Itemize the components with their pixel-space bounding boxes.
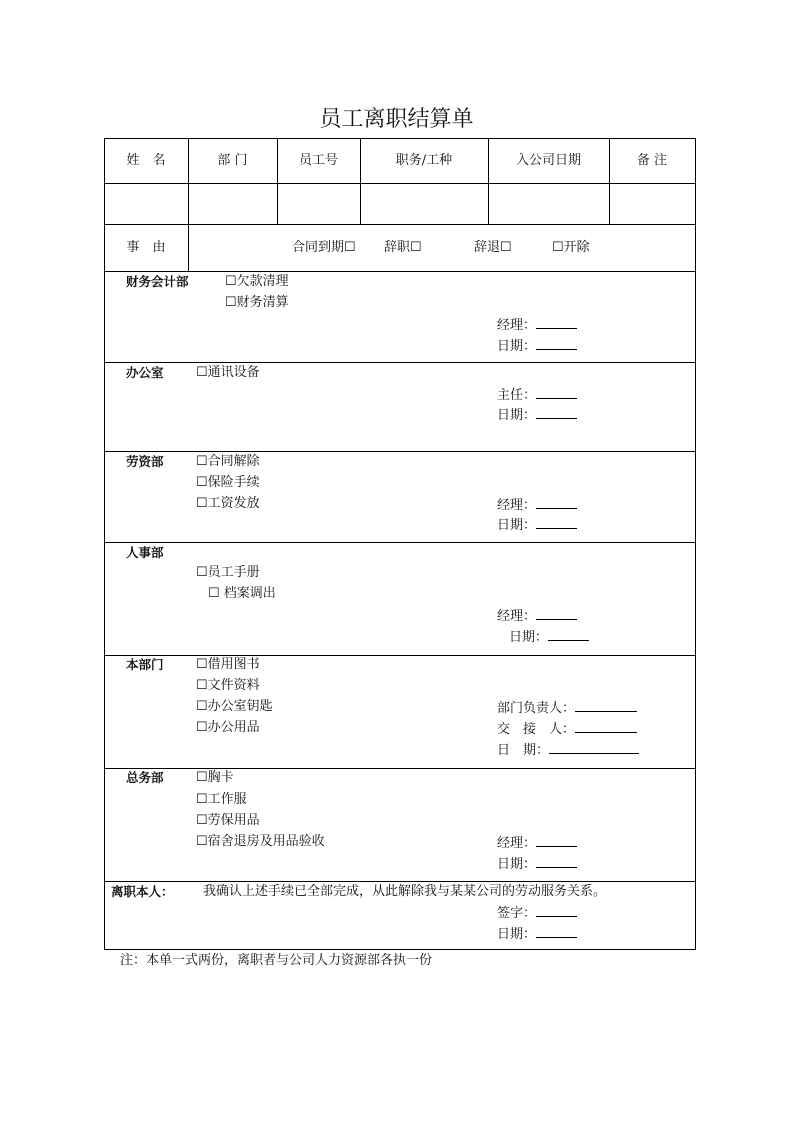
reason-label: 事 由 [126, 240, 166, 255]
signature-manager: 经理： [497, 316, 577, 334]
signature-line[interactable] [536, 855, 577, 868]
checkbox-item[interactable]: ☐合同解除 [196, 454, 260, 469]
col-divider [609, 138, 610, 224]
signature-line[interactable] [536, 607, 577, 620]
signature-date: 日期： [509, 628, 589, 646]
signature-director: 主任： [497, 386, 577, 404]
row-divider [104, 362, 696, 363]
row-divider [104, 768, 696, 769]
checkbox-item[interactable]: ☐宿舍退房及用品验收 [196, 834, 325, 849]
checkbox-item[interactable]: ☐办公室钥匙 [196, 699, 273, 714]
checkbox-item[interactable]: ☐胸卡 [196, 770, 234, 785]
row-divider [104, 451, 696, 452]
row-divider [104, 542, 696, 543]
hr-label: 人事部 [126, 545, 164, 560]
signature-manager: 经理： [497, 496, 577, 514]
signature-date: 日期： [497, 925, 577, 943]
row-divider [104, 655, 696, 656]
checkbox-item[interactable]: ☐欠款清理 [225, 274, 289, 289]
signature-date: 日期： [497, 406, 577, 424]
signature-date: 日期： [497, 855, 577, 873]
signature-date: 日期： [497, 516, 577, 534]
row-divider [104, 183, 696, 184]
checkbox-item[interactable]: ☐财务清算 [225, 295, 289, 310]
reason-resign[interactable]: 辞职☐ [384, 240, 422, 255]
signature-line[interactable] [536, 386, 577, 399]
reason-dismissed[interactable]: 辞退☐ [474, 240, 512, 255]
header-position: 职务/工种 [395, 153, 453, 168]
signature-line[interactable] [536, 904, 577, 917]
checkbox-item[interactable]: ☐文件资料 [196, 678, 260, 693]
signature-line[interactable] [549, 741, 639, 754]
row-divider [104, 881, 696, 882]
row-divider [104, 224, 696, 225]
checkbox-item[interactable]: ☐劳保用品 [196, 813, 260, 828]
checkbox-item[interactable]: ☐员工手册 [196, 565, 260, 580]
checkbox-item[interactable]: ☐工作服 [196, 792, 247, 807]
signature-line[interactable] [536, 496, 577, 509]
signature-manager: 经理： [497, 607, 577, 625]
employee-statement: 我确认上述手续已全部完成，从此解除我与某某公司的劳动服务关系。 [203, 884, 607, 899]
header-join-date: 入公司日期 [515, 153, 581, 168]
signature-dept-head: 部门负责人： [497, 699, 637, 717]
col-divider [360, 138, 361, 224]
header-remarks: 备 注 [636, 153, 668, 168]
checkbox-item[interactable]: ☐工资发放 [196, 496, 260, 511]
row-divider [104, 271, 696, 272]
employee-label: 离职本人： [111, 884, 174, 899]
reason-fired[interactable]: ☐开除 [552, 240, 590, 255]
checkbox-item[interactable]: ☐办公用品 [196, 720, 260, 735]
checkbox-item[interactable]: ☐ 档案调出 [208, 586, 276, 601]
signature-handover: 交 接 人： [497, 720, 637, 738]
signature-line[interactable] [536, 406, 577, 419]
checkbox-item[interactable]: ☐保险手续 [196, 475, 260, 490]
page-title: 员工离职结算单 [319, 107, 474, 132]
table-border [104, 138, 696, 139]
signature-line[interactable] [575, 720, 637, 733]
signature-line[interactable] [536, 834, 577, 847]
office-label: 办公室 [126, 365, 164, 380]
signature-line[interactable] [536, 316, 577, 329]
signature-date: 日期： [497, 337, 577, 355]
checkbox-item[interactable]: ☐通讯设备 [196, 365, 260, 380]
table-border [104, 138, 105, 950]
header-employee-id: 员工号 [298, 153, 338, 168]
table-border [695, 138, 696, 950]
signature-manager: 经理： [497, 834, 577, 852]
table-border [104, 949, 696, 950]
signature-line[interactable] [548, 628, 589, 641]
footnote: 注：本单一式两份，离职者与公司人力资源部各执一份 [120, 953, 433, 968]
signature-line[interactable] [536, 337, 577, 350]
own-dept-label: 本部门 [126, 657, 164, 672]
signature-line[interactable] [536, 516, 577, 529]
finance-label: 财务会计部 [126, 274, 189, 289]
signature-employee: 签字： [497, 904, 577, 922]
signature-line[interactable] [575, 699, 637, 712]
col-divider [277, 138, 278, 224]
reason-contract-expiry[interactable]: 合同到期☐ [292, 240, 356, 255]
general-affairs-label: 总务部 [126, 770, 164, 785]
checkbox-item[interactable]: ☐借用图书 [196, 657, 260, 672]
header-name: 姓 名 [126, 153, 166, 168]
header-department: 部 门 [217, 153, 248, 168]
signature-date: 日 期： [497, 741, 639, 759]
labor-label: 劳资部 [126, 454, 164, 469]
signature-line[interactable] [536, 925, 577, 938]
col-divider [488, 138, 489, 224]
